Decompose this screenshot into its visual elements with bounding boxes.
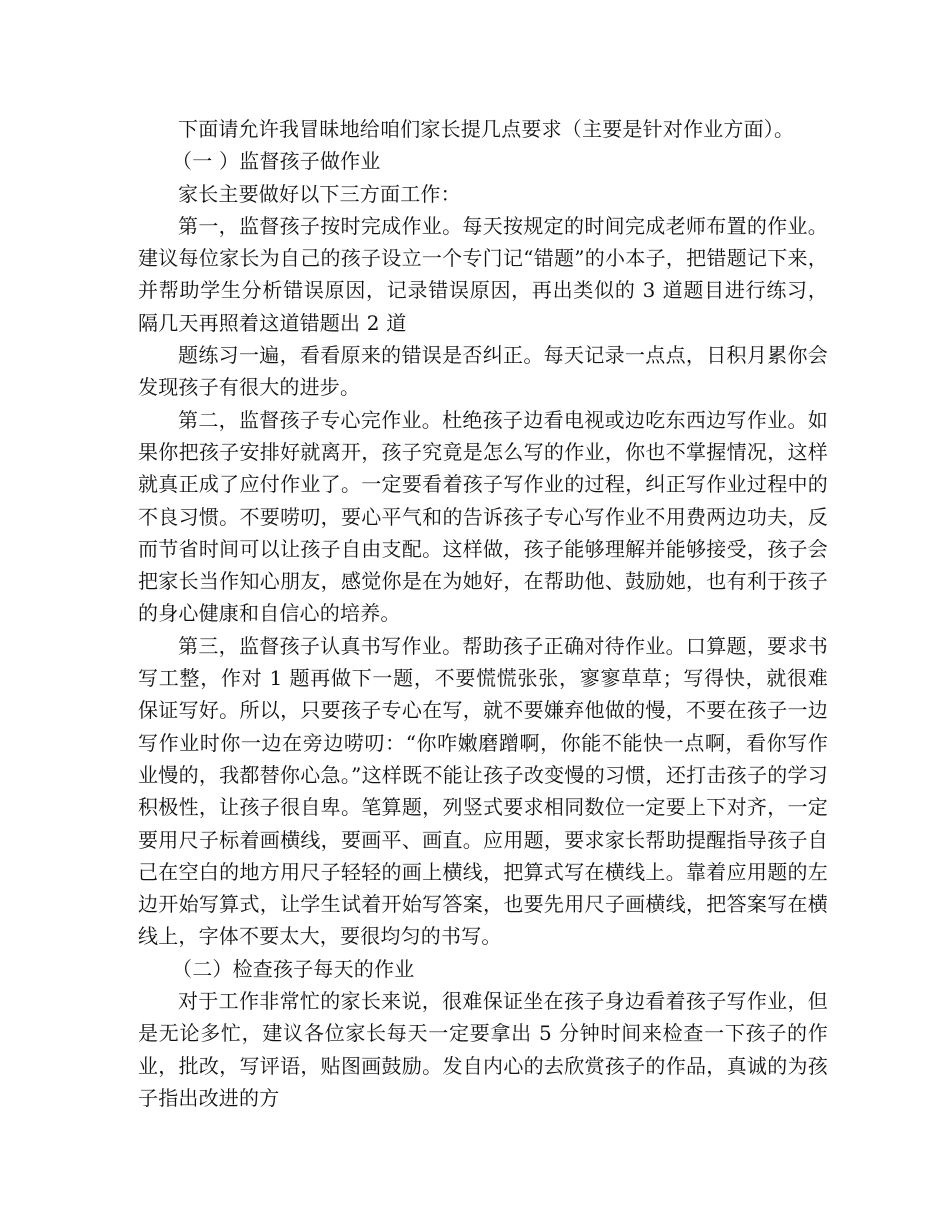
paragraph-first-continued: 题练习一遍，看看原来的错误是否纠正。每天记录一点点，日积月累你会发现孩子有很大的进步。 [138,343,828,400]
paragraph-overview: 家长主要做好以下三方面工作： [178,181,461,206]
intro-paragraph: 下面请允许我冒昧地给咱们家长提几点要求（主要是针对作业方面）。 [178,117,795,141]
paragraph-second: 第二，监督孩子专心完作业。杜绝孩子边看电视或边吃东西边写作业。如果你把孩子安排好就离开，孩子究竟是怎么写的作业，你也不掌握情况，这样就真正成了应付作业了。一定要看着孩子写作业的过程，纠正写作业过程中的不良习惯。不要唠叨，要心平气和的告诉孩子专心写作业不用费两边功夫，反而节省时间可以让孩子自由支配。这样做，孩子能够理解并能够接受，孩子会把家长当作知心朋友，感觉你是在为她好，在帮助他、鼓励她，也有利于孩子的身心健康和自信心的培养。 [138,407,828,626]
paragraph-third: 第三，监督孩子认真书写作业。帮助孩子正确对待作业。口算题，要求书写工整，作对 1 题再做下一题，不要慌慌张张，寥寥草草；写得快，就很难保证写好。所以，只要孩子专心在写，就不要嫌弃他做的慢，不要在孩子一边写作业时你一边在旁边唠叨：“你咋嫩磨蹭啊，你能不能快一点啊，看你写作业慢的，我都替你心急。”这样既不能让孩子改变慢的习惯，还打击孩子的学习积极性，让孩子很自卑。笔算题，列竖式要求相同数位一定要上下对齐，一定要用尺子标着画横线，要画平、画直。应用题，要求家长帮助提醒指导孩子自己在空白的地方用尺子轻轻的画上横线，把算式写在横线上。靠着应用题的左边开始写算式，让学生试着开始写答案，也要先用尺子画横线，把答案写在横线上，字体不要太大，要很均匀的书写。 [138,633,828,949]
paragraph-first: 第一，监督孩子按时完成作业。每天按规定的时间完成老师布置的作业。建议每位家长为自己的孩子设立一个专门记“错题”的小本子，把错题记下来，并帮助学生分析错误原因，记录错误原因，再出类似的 3 道题目进行练习，隔几天再照着这道错题出 2 道 [138,213,828,335]
section-heading-2: （二）检查孩子每天的作业 [172,956,415,981]
paragraph-check: 对于工作非常忙的家长来说，很难保证坐在孩子身边看着孩子写作业，但是无论多忙，建议各位家长每天一定要拿出 5 分钟时间来检查一下孩子的作业，批改，写评语，贴图画鼓励。发自内心的去欣赏孩子的作品，真诚的为孩子指出改进的方 [138,989,828,1110]
document-body [138,113,828,1114]
section-heading-1: （一 ）监督孩子做作业 [172,149,381,174]
